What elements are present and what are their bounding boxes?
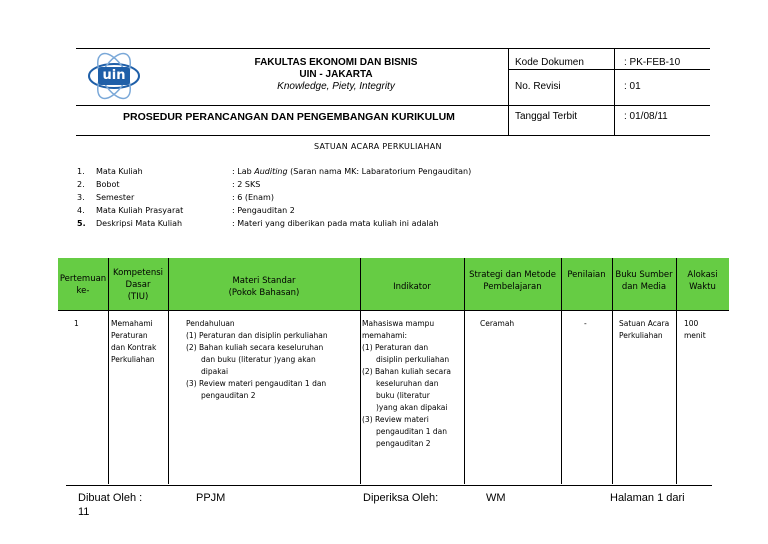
header-strategi: Strategi dan Metode Pembelajaran xyxy=(469,270,556,292)
cell-strategi: Ceramah xyxy=(480,319,515,328)
checked-by-value: WM xyxy=(486,492,506,504)
cell-buku: Satuan Acara Perkuliahan xyxy=(619,319,670,340)
cell-penilaian: - xyxy=(584,319,587,328)
doc-code-label: Kode Dokumen xyxy=(515,57,584,68)
made-by-value: PPJM xyxy=(196,492,226,504)
cell-alokasi: 100 menit xyxy=(684,319,706,340)
header-materi: Materi Standar (Pokok Bahasan) xyxy=(228,276,300,298)
issue-date-label: Tanggal Terbit xyxy=(515,111,578,122)
revision-value: : 01 xyxy=(624,81,641,92)
document-header xyxy=(76,48,710,136)
header-alokasi: Alokasi Waktu xyxy=(687,270,718,292)
issue-date-value: : 01/08/11 xyxy=(624,111,668,122)
made-by-label: Dibuat Oleh : xyxy=(78,492,143,504)
section-title: SATUAN ACARA PERKULIAHAN xyxy=(314,142,442,151)
motto: Knowledge, Piety, Integrity xyxy=(277,81,395,92)
cell-pertemuan: 1 xyxy=(74,319,79,328)
page-total: 11 xyxy=(78,506,90,518)
university-logo xyxy=(86,50,142,102)
cell-materi: Pendahuluan (1) Peraturan dan disiplin perkuliahan (2) Bahan kuliah secara keseluruhan dan buku (literatur )yang akan dipakai (3) Review materi pengauditan 1 dan pengauditan 2 xyxy=(186,319,328,400)
cell-indikator: Mahasiswa mampu memahami: (1) Peraturan dan disiplin perkuliahan (2) Bahan kuliah secara keseluruhan dan buku (literatur )yang akan dipakai (3) Review materi pengauditan 1 dan pengauditan 2 xyxy=(362,319,451,448)
faculty-name: FAKULTAS EKONOMI DAN BISNIS xyxy=(254,57,418,68)
logo-text: uin xyxy=(102,68,126,83)
header-kompetensi: Kompetensi Dasar (TIU) xyxy=(113,268,163,302)
header-buku: Buku Sumber dan Media xyxy=(615,270,673,292)
page-label: Halaman 1 dari xyxy=(610,492,685,504)
revision-label: No. Revisi xyxy=(515,81,561,92)
university-name: UIN - JAKARTA xyxy=(299,69,373,80)
header-pertemuan: Pertemuan ke- xyxy=(59,274,107,296)
procedure-title: PROSEDUR PERANCANGAN DAN PENGEMBANGAN KURIKULUM xyxy=(123,111,455,123)
header-penilaian: Penilaian xyxy=(567,270,606,280)
cell-kompetensi: Memahami Peraturan dan Kontrak Perkuliahan xyxy=(111,319,157,364)
checked-by-label: Diperiksa Oleh: xyxy=(363,492,439,504)
doc-code-value: : PK-FEB-10 xyxy=(624,57,681,68)
header-indikator: Indikator xyxy=(393,282,431,292)
